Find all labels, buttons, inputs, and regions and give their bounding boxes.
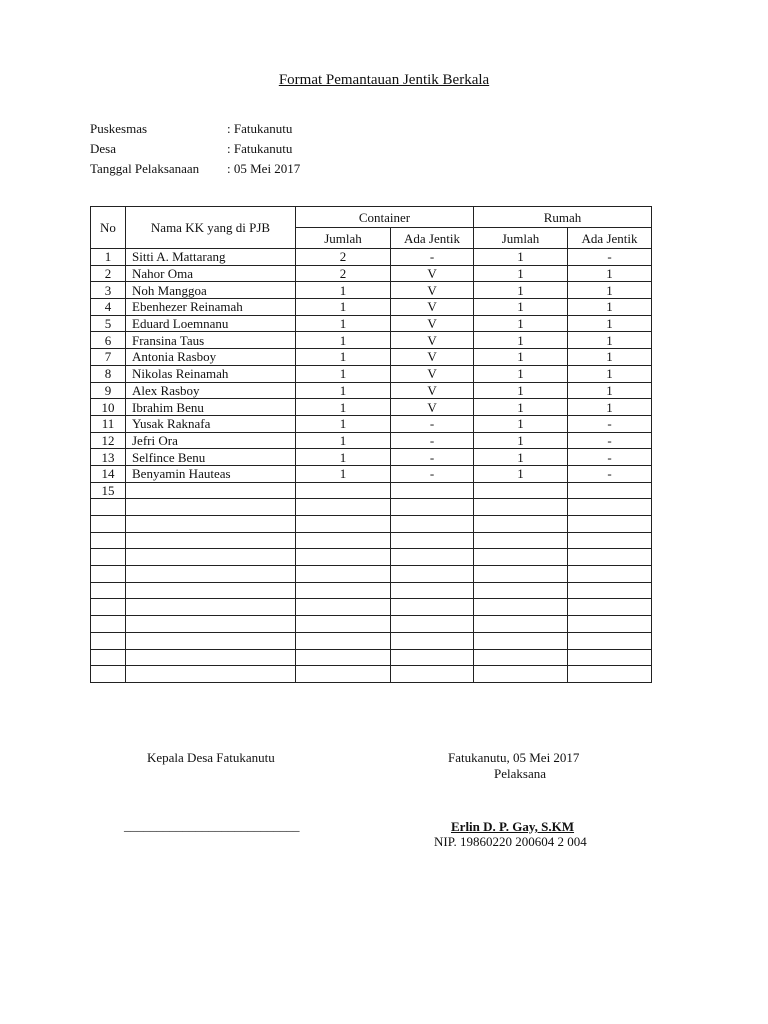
cell-rumah-jumlah: 1 — [474, 249, 568, 266]
cell-rumah-jumlah: 1 — [474, 282, 568, 299]
cell-rumah-jumlah — [474, 549, 568, 566]
table-row — [91, 616, 652, 633]
cell-container-jumlah: 1 — [296, 282, 391, 299]
cell-rumah-jumlah — [474, 666, 568, 683]
cell-rumah-ada-jentik: 1 — [568, 282, 652, 299]
table-body — [91, 249, 652, 683]
cell-container-jumlah: 1 — [296, 349, 391, 366]
cell-no — [91, 666, 126, 683]
cell-nama: Benyamin Hauteas — [126, 465, 296, 482]
info-label: Puskesmas — [90, 121, 148, 136]
table-row — [91, 365, 652, 382]
table-row — [91, 299, 652, 316]
signature-right-name: Erlin D. P. Gay, S.KM — [451, 819, 575, 834]
cell-rumah-ada-jentik: 1 — [568, 299, 652, 316]
info-value: : Fatukanutu — [227, 141, 293, 156]
cell-container-jumlah — [296, 616, 391, 633]
cell-container-ada-jentik — [391, 616, 474, 633]
cell-rumah-ada-jentik — [568, 632, 652, 649]
cell-no — [91, 516, 126, 533]
cell-rumah-ada-jentik: - — [568, 449, 652, 466]
cell-container-jumlah — [296, 632, 391, 649]
cell-no: 10 — [91, 399, 126, 416]
cell-rumah-jumlah — [474, 499, 568, 516]
table-row — [91, 349, 652, 366]
cell-nama — [126, 599, 296, 616]
cell-no — [91, 532, 126, 549]
cell-container-ada-jentik: V — [391, 349, 474, 366]
cell-container-ada-jentik: - — [391, 432, 474, 449]
cell-container-ada-jentik — [391, 566, 474, 583]
signature-left-title: Kepala Desa Fatukanutu — [147, 750, 275, 765]
cell-nama — [126, 549, 296, 566]
signature-right-role: Pelaksana — [494, 766, 546, 781]
cell-rumah-jumlah — [474, 632, 568, 649]
cell-rumah-ada-jentik — [568, 499, 652, 516]
cell-container-ada-jentik: V — [391, 365, 474, 382]
cell-container-ada-jentik: V — [391, 382, 474, 399]
table-row — [91, 566, 652, 583]
cell-container-jumlah: 2 — [296, 265, 391, 282]
cell-rumah-jumlah — [474, 566, 568, 583]
cell-container-jumlah — [296, 599, 391, 616]
cell-rumah-jumlah — [474, 599, 568, 616]
cell-nama: Sitti A. Mattarang — [126, 249, 296, 266]
cell-nama — [126, 649, 296, 666]
cell-nama: Nahor Oma — [126, 265, 296, 282]
cell-nama: Yusak Raknafa — [126, 415, 296, 432]
cell-container-jumlah: 1 — [296, 299, 391, 316]
header-rumah-ada-jentik: Ada Jentik — [568, 228, 652, 249]
cell-no — [91, 582, 126, 599]
cell-container-ada-jentik: V — [391, 315, 474, 332]
cell-nama — [126, 532, 296, 549]
header-nama: Nama KK yang di PJB — [126, 207, 296, 249]
cell-nama — [126, 566, 296, 583]
cell-container-jumlah — [296, 499, 391, 516]
info-label: Tanggal Pelaksanaan — [90, 161, 200, 176]
table-row — [91, 282, 652, 299]
table-row — [91, 265, 652, 282]
cell-nama — [126, 499, 296, 516]
cell-container-ada-jentik — [391, 516, 474, 533]
cell-rumah-ada-jentik — [568, 666, 652, 683]
cell-container-ada-jentik — [391, 532, 474, 549]
header-rumah-jumlah: Jumlah — [474, 228, 568, 249]
cell-container-jumlah — [296, 666, 391, 683]
cell-rumah-ada-jentik — [568, 516, 652, 533]
cell-container-jumlah: 1 — [296, 315, 391, 332]
cell-container-jumlah — [296, 532, 391, 549]
cell-container-ada-jentik — [391, 549, 474, 566]
cell-rumah-ada-jentik — [568, 482, 652, 499]
cell-container-ada-jentik: - — [391, 249, 474, 266]
cell-container-jumlah — [296, 582, 391, 599]
header-rumah: Rumah — [474, 207, 652, 228]
table-row — [91, 649, 652, 666]
cell-no: 3 — [91, 282, 126, 299]
table-row — [91, 549, 652, 566]
cell-rumah-jumlah: 1 — [474, 349, 568, 366]
cell-container-ada-jentik: - — [391, 465, 474, 482]
cell-nama: Jefri Ora — [126, 432, 296, 449]
cell-no: 12 — [91, 432, 126, 449]
table-row — [91, 332, 652, 349]
cell-nama: Nikolas Reinamah — [126, 365, 296, 382]
cell-rumah-ada-jentik: - — [568, 249, 652, 266]
cell-rumah-jumlah — [474, 482, 568, 499]
cell-container-ada-jentik — [391, 632, 474, 649]
cell-rumah-ada-jentik — [568, 582, 652, 599]
cell-nama: Alex Rasboy — [126, 382, 296, 399]
cell-nama: Fransina Taus — [126, 332, 296, 349]
cell-nama: Ebenhezer Reinamah — [126, 299, 296, 316]
cell-no — [91, 566, 126, 583]
cell-nama — [126, 482, 296, 499]
info-value: : Fatukanutu — [227, 121, 293, 136]
cell-no: 2 — [91, 265, 126, 282]
cell-rumah-ada-jentik: 1 — [568, 265, 652, 282]
cell-rumah-jumlah: 1 — [474, 365, 568, 382]
cell-nama — [126, 616, 296, 633]
cell-container-ada-jentik: V — [391, 299, 474, 316]
cell-container-jumlah — [296, 482, 391, 499]
cell-container-jumlah: 1 — [296, 432, 391, 449]
cell-container-ada-jentik — [391, 582, 474, 599]
signature-right-nip: NIP. 19860220 200604 2 004 — [434, 834, 587, 849]
cell-container-jumlah: 1 — [296, 332, 391, 349]
cell-nama: Antonia Rasboy — [126, 349, 296, 366]
table-row — [91, 499, 652, 516]
cell-rumah-ada-jentik — [568, 599, 652, 616]
cell-rumah-jumlah: 1 — [474, 265, 568, 282]
cell-rumah-jumlah: 1 — [474, 332, 568, 349]
cell-container-jumlah — [296, 516, 391, 533]
cell-rumah-ada-jentik: - — [568, 465, 652, 482]
cell-container-ada-jentik: - — [391, 415, 474, 432]
table-row — [91, 666, 652, 683]
cell-rumah-jumlah — [474, 516, 568, 533]
cell-no — [91, 499, 126, 516]
table-row — [91, 432, 652, 449]
cell-container-jumlah — [296, 566, 391, 583]
cell-nama: Noh Manggoa — [126, 282, 296, 299]
cell-no — [91, 599, 126, 616]
cell-nama: Selfince Benu — [126, 449, 296, 466]
table-row — [91, 582, 652, 599]
cell-rumah-jumlah: 1 — [474, 315, 568, 332]
cell-container-ada-jentik: V — [391, 332, 474, 349]
cell-container-jumlah: 2 — [296, 249, 391, 266]
cell-rumah-jumlah — [474, 616, 568, 633]
cell-container-ada-jentik: V — [391, 282, 474, 299]
cell-no — [91, 649, 126, 666]
cell-no: 6 — [91, 332, 126, 349]
header-container-ada-jentik: Ada Jentik — [391, 228, 474, 249]
table-row — [91, 399, 652, 416]
table-row — [91, 516, 652, 533]
cell-rumah-jumlah: 1 — [474, 432, 568, 449]
cell-rumah-ada-jentik: 1 — [568, 349, 652, 366]
cell-nama — [126, 516, 296, 533]
cell-container-ada-jentik: - — [391, 449, 474, 466]
cell-rumah-ada-jentik: 1 — [568, 315, 652, 332]
cell-no — [91, 616, 126, 633]
cell-nama — [126, 666, 296, 683]
cell-container-jumlah: 1 — [296, 382, 391, 399]
cell-no: 5 — [91, 315, 126, 332]
cell-no: 7 — [91, 349, 126, 366]
signature-right-place-date: Fatukanutu, 05 Mei 2017 — [448, 750, 580, 765]
cell-rumah-ada-jentik: 1 — [568, 399, 652, 416]
cell-container-ada-jentik — [391, 649, 474, 666]
cell-no: 13 — [91, 449, 126, 466]
table-row — [91, 315, 652, 332]
cell-rumah-ada-jentik — [568, 616, 652, 633]
table-row — [91, 382, 652, 399]
table-row — [91, 532, 652, 549]
cell-no: 11 — [91, 415, 126, 432]
cell-rumah-jumlah — [474, 532, 568, 549]
table-row — [91, 249, 652, 266]
header-no: No — [91, 207, 126, 249]
cell-container-jumlah: 1 — [296, 399, 391, 416]
cell-container-jumlah: 1 — [296, 449, 391, 466]
cell-rumah-ada-jentik — [568, 549, 652, 566]
cell-no: 14 — [91, 465, 126, 482]
cell-no: 9 — [91, 382, 126, 399]
monitoring-table — [90, 206, 652, 683]
cell-container-jumlah: 1 — [296, 365, 391, 382]
cell-rumah-ada-jentik: - — [568, 415, 652, 432]
header-container-jumlah: Jumlah — [296, 228, 391, 249]
cell-no: 15 — [91, 482, 126, 499]
header-container: Container — [296, 207, 474, 228]
table-row — [91, 449, 652, 466]
cell-rumah-jumlah — [474, 649, 568, 666]
cell-rumah-jumlah: 1 — [474, 465, 568, 482]
cell-no: 8 — [91, 365, 126, 382]
cell-container-ada-jentik — [391, 666, 474, 683]
table-row — [91, 465, 652, 482]
cell-container-ada-jentik: V — [391, 399, 474, 416]
cell-container-ada-jentik — [391, 482, 474, 499]
cell-rumah-ada-jentik: 1 — [568, 382, 652, 399]
document-title: Format Pemantauan Jentik Berkala — [278, 72, 490, 88]
cell-rumah-ada-jentik — [568, 532, 652, 549]
cell-nama — [126, 632, 296, 649]
cell-rumah-ada-jentik: - — [568, 432, 652, 449]
cell-rumah-ada-jentik: 1 — [568, 365, 652, 382]
info-label: Desa — [90, 141, 116, 156]
cell-nama — [126, 582, 296, 599]
cell-rumah-jumlah: 1 — [474, 415, 568, 432]
cell-rumah-jumlah — [474, 582, 568, 599]
cell-container-jumlah — [296, 649, 391, 666]
cell-container-jumlah: 1 — [296, 465, 391, 482]
info-value: : 05 Mei 2017 — [227, 161, 301, 176]
cell-no — [91, 549, 126, 566]
cell-container-ada-jentik — [391, 599, 474, 616]
cell-rumah-jumlah: 1 — [474, 382, 568, 399]
cell-no: 4 — [91, 299, 126, 316]
cell-rumah-ada-jentik — [568, 649, 652, 666]
cell-rumah-jumlah: 1 — [474, 399, 568, 416]
cell-no: 1 — [91, 249, 126, 266]
table-row — [91, 599, 652, 616]
cell-container-jumlah: 1 — [296, 415, 391, 432]
cell-rumah-ada-jentik: 1 — [568, 332, 652, 349]
cell-rumah-ada-jentik — [568, 566, 652, 583]
cell-rumah-jumlah: 1 — [474, 299, 568, 316]
cell-container-ada-jentik — [391, 499, 474, 516]
cell-container-jumlah — [296, 549, 391, 566]
table-row — [91, 632, 652, 649]
signature-left-line: ___________________________ — [124, 818, 300, 833]
cell-nama: Eduard Loemnanu — [126, 315, 296, 332]
table-row — [91, 415, 652, 432]
cell-nama: Ibrahim Benu — [126, 399, 296, 416]
table-row — [91, 482, 652, 499]
cell-rumah-jumlah: 1 — [474, 449, 568, 466]
cell-no — [91, 632, 126, 649]
cell-container-ada-jentik: V — [391, 265, 474, 282]
